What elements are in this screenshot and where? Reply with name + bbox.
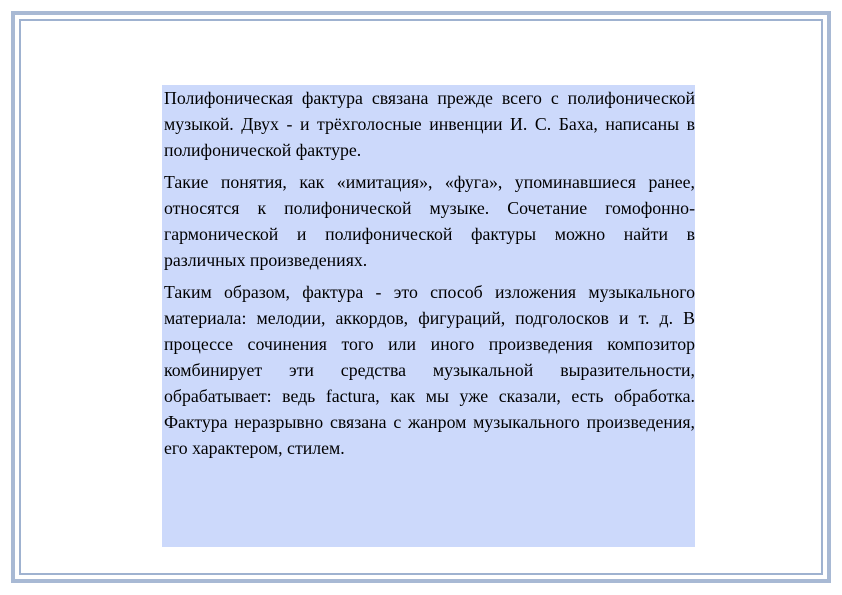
text-box — [162, 85, 695, 547]
paragraph-concepts: Такие понятия, как «имитация», «фуга», упоминавшиеся ранее, относятся к полифонической музыке. Сочетание гомофонно-гармонической и полифонической фактуры можно найти в различных произведениях. — [164, 172, 695, 270]
paragraph-texture-definition: Таким образом, фактура - это способ изложения музыкального материала: мелодии, аккордов, фигураций, подголосков и т. д. В процессе сочинения того или иного произведения композитор комбинирует эти средства музыкальной выразительности, обрабатывает: ведь factura, как мы уже сказали, есть обработка. Фактура неразрывно связана с жанром музыкального произведения, его характером, стилем. — [164, 282, 695, 458]
paragraph-polyphonic-texture: Полифоническая фактура связана прежде всего с полифонической музыкой. Двух - и трёхголосные инвенции И. С. Баха, написаны в полифонической фактуре. — [164, 88, 695, 160]
